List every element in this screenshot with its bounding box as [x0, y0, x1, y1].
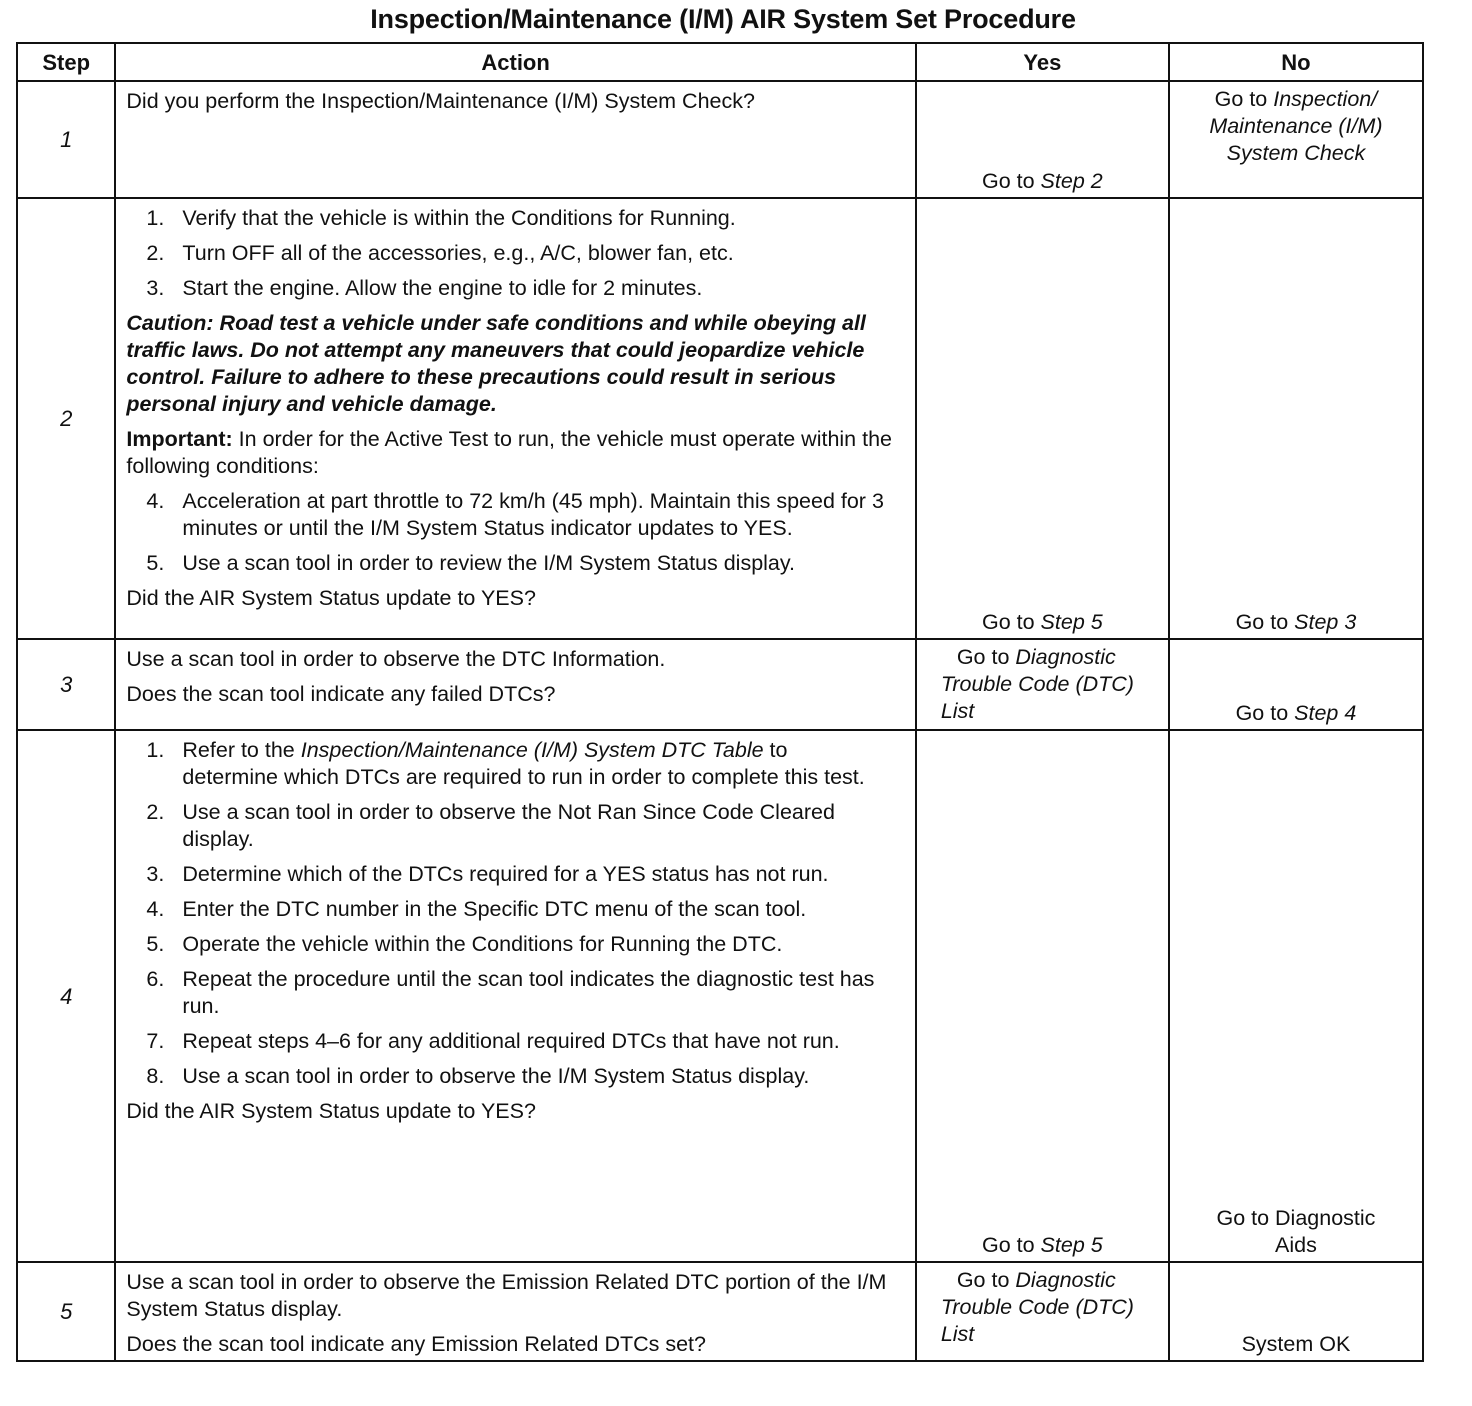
yes-link[interactable]: Step 5	[1040, 610, 1103, 634]
list-item	[126, 861, 906, 888]
no-link[interactable]: Go to Diagnostic Aids	[1216, 1206, 1376, 1257]
action-cell	[115, 639, 915, 730]
header-row	[17, 43, 1423, 81]
list-item	[126, 240, 906, 267]
yes-prefix: Go to	[981, 610, 1041, 634]
header-action: Action	[115, 43, 915, 81]
item-number: 7.	[146, 1029, 165, 1053]
item-text: Operate the vehicle within the Conditions for Running the DTC.	[182, 932, 783, 956]
header-no: No	[1169, 43, 1423, 81]
table-row	[17, 639, 1423, 730]
step-number: 3	[17, 639, 115, 730]
no-link[interactable]: Step 3	[1294, 610, 1357, 634]
action-text: Use a scan tool in order to observe the Emission Related DTC portion of the I/M System Status display.	[126, 1270, 887, 1321]
item-text: Verify that the vehicle is within the Conditions for Running.	[182, 206, 736, 230]
list-item	[126, 896, 906, 923]
header-step: Step	[17, 43, 115, 81]
action-text: Use a scan tool in order to observe the DTC Information.	[126, 647, 666, 671]
table-row	[17, 730, 1423, 1262]
yes-prefix: Go to	[956, 645, 1016, 669]
header-yes: Yes	[916, 43, 1169, 81]
no-prefix: Go to	[1214, 87, 1274, 111]
page-title: Inspection/Maintenance (I/M) AIR System Set Procedure	[370, 4, 1076, 34]
yes-link[interactable]: Diagnostic Trouble Code (DTC) List	[940, 645, 1134, 723]
question-text: Did the AIR System Status update to YES?	[126, 1099, 536, 1123]
step-number: 4	[17, 730, 115, 1262]
action-cell	[115, 730, 915, 1262]
no-cell	[1169, 1262, 1423, 1361]
item-number: 1.	[146, 206, 165, 230]
action-cell	[115, 1262, 915, 1361]
instruction-list	[126, 488, 906, 577]
step-number: 1	[17, 81, 115, 198]
action-cell	[115, 81, 915, 198]
dtc-table-link[interactable]: Inspection/Maintenance (I/M) System DTC Table	[300, 738, 764, 762]
item-number: 3.	[146, 862, 165, 886]
yes-cell	[916, 639, 1169, 730]
no-link[interactable]: Inspection/ Maintenance (I/M) System Check	[1209, 87, 1383, 165]
yes-cell	[916, 1262, 1169, 1361]
no-prefix: Go to	[1235, 701, 1295, 725]
item-text: Repeat steps 4–6 for any additional required DTCs that have not run.	[182, 1029, 840, 1053]
list-item	[126, 1028, 906, 1055]
yes-link[interactable]: Step 5	[1040, 1233, 1103, 1257]
item-text: Repeat the procedure until the scan tool indicates the diagnostic test has run.	[182, 967, 875, 1018]
no-link[interactable]: Step 4	[1294, 701, 1357, 725]
question-text: Did you perform the Inspection/Maintenance (I/M) System Check?	[126, 89, 755, 113]
list-item	[126, 275, 906, 302]
yes-link[interactable]: Diagnostic Trouble Code (DTC) List	[940, 1268, 1134, 1346]
no-prefix: Go to	[1235, 610, 1295, 634]
question-text: Does the scan tool indicate any Emission Related DTCs set?	[126, 1332, 706, 1356]
no-cell	[1169, 81, 1423, 198]
item-number: 5.	[146, 551, 165, 575]
item-number: 3.	[146, 276, 165, 300]
question-text: Did the AIR System Status update to YES?	[126, 586, 536, 610]
item-number: 6.	[146, 967, 165, 991]
list-item	[126, 737, 906, 791]
list-item	[126, 550, 906, 577]
item-number: 4.	[146, 489, 165, 513]
item-text: Turn OFF all of the accessories, e.g., A/C, blower fan, etc.	[182, 241, 734, 265]
table-row	[17, 1262, 1423, 1361]
item-text: Determine which of the DTCs required for a YES status has not run.	[182, 862, 829, 886]
item-text: Start the engine. Allow the engine to idle for 2 minutes.	[182, 276, 703, 300]
item-number: 2.	[146, 800, 165, 824]
list-item	[126, 799, 906, 853]
item-number: 5.	[146, 932, 165, 956]
item-text: Enter the DTC number in the Specific DTC menu of the scan tool.	[182, 897, 807, 921]
yes-prefix: Go to	[981, 169, 1041, 193]
item-text-suffix: to determine which DTCs are required to run in order to complete this test.	[182, 738, 865, 789]
yes-prefix: Go to	[956, 1268, 1016, 1292]
yes-cell	[916, 198, 1169, 639]
item-number: 2.	[146, 241, 165, 265]
item-number: 4.	[146, 897, 165, 921]
important-note	[126, 426, 906, 480]
list-item	[126, 205, 906, 232]
item-text: Use a scan tool in order to observe the I/M System Status display.	[182, 1064, 810, 1088]
important-text: In order for the Active Test to run, the vehicle must operate within the following conditions:	[126, 427, 892, 478]
item-text: Use a scan tool in order to review the I/M System Status display.	[182, 551, 796, 575]
no-cell	[1169, 198, 1423, 639]
no-cell	[1169, 639, 1423, 730]
question-text: Does the scan tool indicate any failed DTCs?	[126, 682, 556, 706]
step-number: 5	[17, 1262, 115, 1361]
action-cell	[115, 198, 915, 639]
list-item	[126, 488, 906, 542]
list-item	[126, 931, 906, 958]
step-number: 2	[17, 198, 115, 639]
list-item	[126, 1063, 906, 1090]
caution-note: Caution: Road test a vehicle under safe conditions and while obeying all traffic laws. Do not attempt any maneuvers that could jeopardize vehicle control. Failure to adhere to these precautions could result in serious personal injury and vehicle damage.	[126, 311, 866, 416]
item-text-prefix: Refer to the	[182, 738, 301, 762]
important-label: Important:	[126, 427, 233, 451]
procedure-table	[16, 42, 1424, 1362]
instruction-list	[126, 205, 906, 302]
table-row	[17, 81, 1423, 198]
item-number: 8.	[146, 1064, 165, 1088]
yes-link[interactable]: Step 2	[1040, 169, 1103, 193]
item-text: Acceleration at part throttle to 72 km/h (45 mph). Maintain this speed for 3 minutes or until the I/M System Status indicator updates to YES.	[182, 489, 884, 540]
table-row	[17, 198, 1423, 639]
item-number: 1.	[146, 738, 165, 762]
yes-cell	[916, 81, 1169, 198]
list-item	[126, 966, 906, 1020]
no-result: System OK	[1241, 1332, 1351, 1356]
instruction-list	[126, 737, 906, 1090]
no-cell	[1169, 730, 1423, 1262]
yes-prefix: Go to	[981, 1233, 1041, 1257]
yes-cell	[916, 730, 1169, 1262]
item-text: Use a scan tool in order to observe the Not Ran Since Code Cleared display.	[182, 800, 835, 851]
